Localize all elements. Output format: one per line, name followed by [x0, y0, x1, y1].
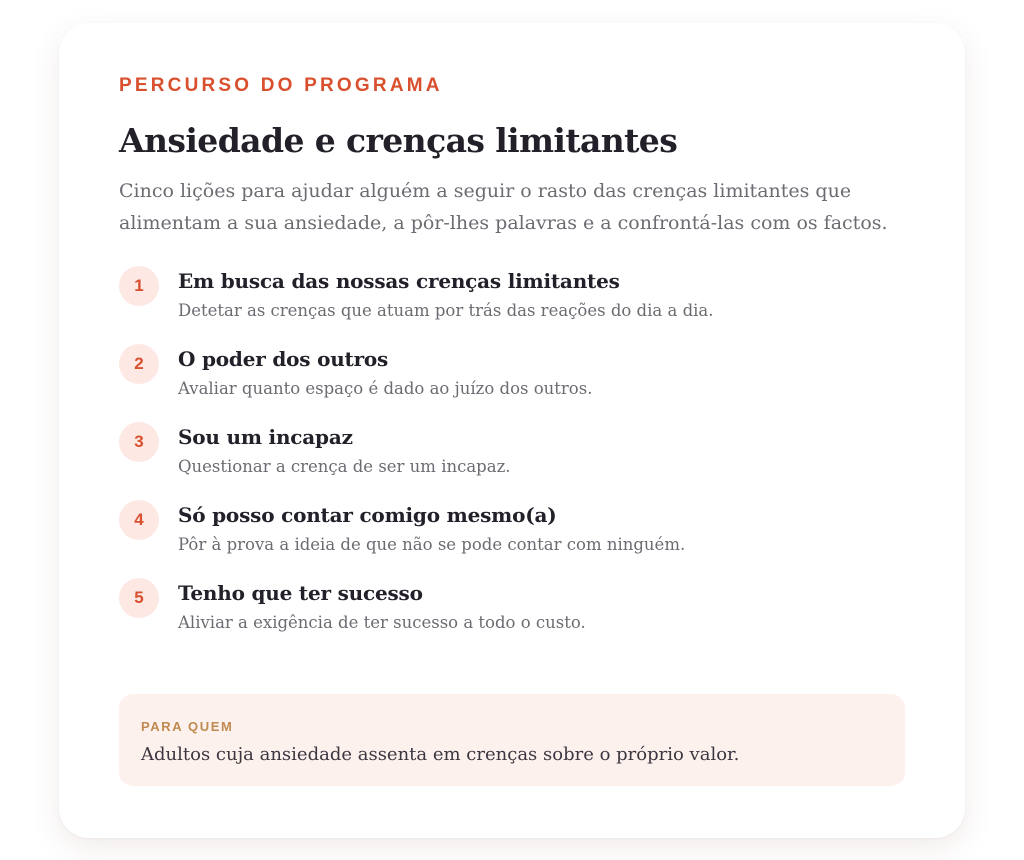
lesson-subtitle: Pôr à prova a ideia de que não se pode contar com ninguém.	[178, 535, 686, 554]
page-title: Ansiedade e crenças limitantes	[119, 121, 678, 160]
lesson-text	[178, 344, 898, 402]
audience-box	[119, 694, 905, 786]
lesson-number-badge: 1	[119, 266, 159, 306]
lesson-subtitle: Questionar a crença de ser um incapaz.	[178, 457, 511, 476]
audience-label: PARA QUEM	[141, 719, 234, 734]
lesson-number-badge: 5	[119, 578, 159, 618]
eyebrow-label: PERCURSO DO PROGRAMA	[119, 75, 443, 96]
lesson-title: Tenho que ter sucesso	[178, 581, 423, 605]
lesson-item-5	[119, 578, 905, 656]
lesson-item-2	[119, 344, 905, 422]
lesson-item-4	[119, 500, 905, 578]
lesson-title: Em busca das nossas crenças limitantes	[178, 269, 620, 293]
lesson-title: O poder dos outros	[178, 347, 389, 371]
lesson-number-badge: 4	[119, 500, 159, 540]
lesson-text	[178, 578, 898, 636]
lesson-text	[178, 422, 898, 480]
lesson-title: Só posso contar comigo mesmo(a)	[178, 503, 557, 527]
lesson-item-1	[119, 266, 905, 344]
lesson-subtitle: Aliviar a exigência de ter sucesso a todo o custo.	[178, 613, 586, 632]
audience-text: Adultos cuja ansiedade assenta em crenças sobre o próprio valor.	[141, 744, 740, 765]
lesson-subtitle: Detetar as crenças que atuam por trás das reações do dia a dia.	[178, 301, 714, 320]
program-description: Cinco lições para ajudar alguém a seguir o rasto das crenças limitantes que alimentam a sua ansiedade, a pôr-lhes palavras e a confrontá-las com os factos.	[119, 180, 888, 234]
program-card	[59, 23, 965, 838]
lesson-subtitle: Avaliar quanto espaço é dado ao juízo dos outros.	[178, 379, 593, 398]
lesson-text	[178, 500, 898, 558]
lesson-text	[178, 266, 898, 324]
lesson-number-badge: 3	[119, 422, 159, 462]
lesson-title: Sou um incapaz	[178, 425, 353, 449]
lesson-list	[119, 266, 905, 656]
lesson-number-badge: 2	[119, 344, 159, 384]
lesson-item-3	[119, 422, 905, 500]
